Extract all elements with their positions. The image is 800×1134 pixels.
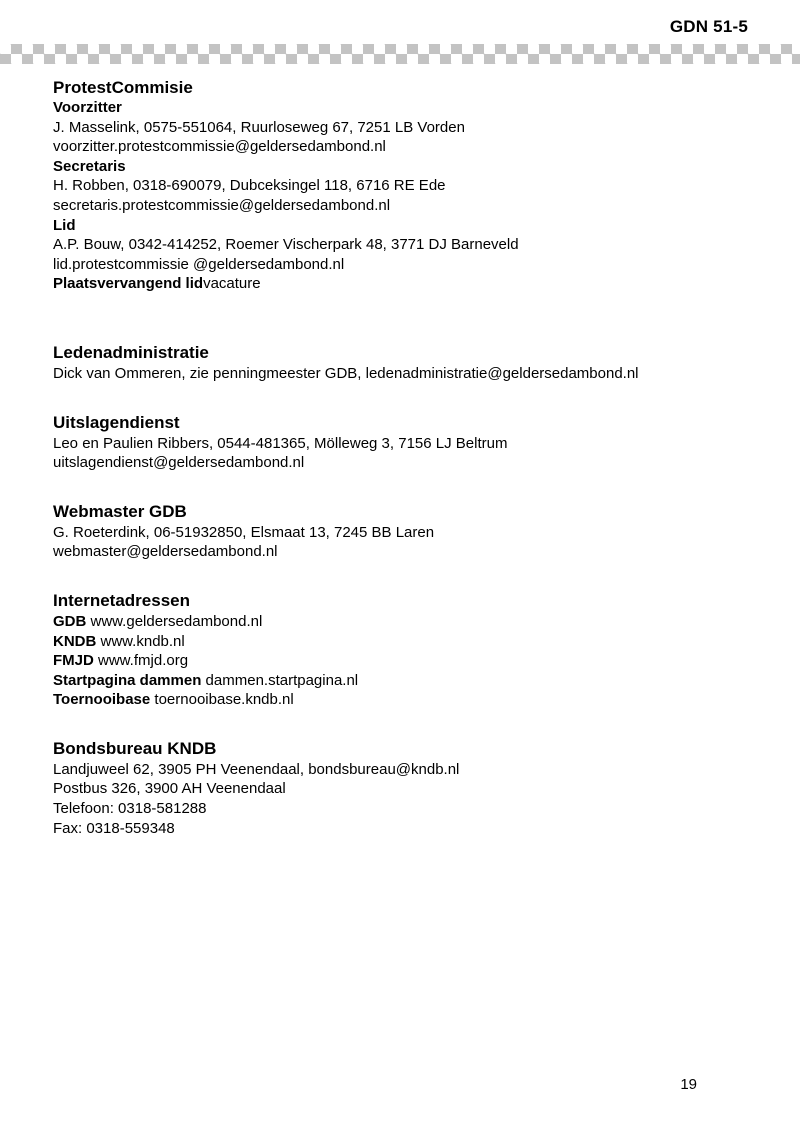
- lid-email: lid.protestcommissie @geldersedambond.nl: [53, 255, 345, 273]
- internet-address-label: GDB: [53, 612, 87, 630]
- section-protestcommissie: [53, 78, 753, 294]
- role-label-secretaris: Secretaris: [53, 157, 126, 175]
- webmaster-contact-line: G. Roeterdink, 06-51932850, Elsmaat 13, 7245 BB Laren: [53, 523, 435, 541]
- secretaris-email: secretaris.protestcommissie@geldersedambond.nl: [53, 196, 391, 214]
- section-internetadressen: [53, 590, 753, 710]
- voorzitter-contact-line: J. Masselink, 0575-551064, Ruurloseweg 67, 7251 LB Vorden: [53, 118, 465, 136]
- header-document-code: GDN 51-5: [669, 17, 748, 36]
- section-heading-uitslagendienst: Uitslagendienst: [53, 412, 180, 432]
- bondsbureau-postbus-line: Postbus 326, 3900 AH Veenendaal: [53, 780, 286, 798]
- webmaster-email: webmaster@geldersedambond.nl: [53, 543, 278, 561]
- section-heading-protestcommissie: ProtestCommisie: [53, 78, 193, 97]
- section-ledenadministratie: [53, 342, 753, 384]
- bondsbureau-telephone-line: Telefoon: 0318-581288: [53, 800, 207, 818]
- internet-address-url: www.fmjd.org: [98, 652, 189, 670]
- internet-address-url: toernooibase.kndb.nl: [154, 691, 294, 709]
- role-label-plaatsvervangend-lid: Plaatsvervangend lid: [53, 275, 204, 293]
- internet-address-label: KNDB: [53, 632, 97, 650]
- role-label-voorzitter: Voorzitter: [53, 99, 122, 116]
- internet-address-row: [53, 612, 753, 632]
- role-label-lid: Lid: [53, 216, 76, 234]
- secretaris-contact-line: H. Robben, 0318-690079, Dubceksingel 118, 6716 RE Ede: [53, 177, 446, 195]
- internet-address-label: Startpagina dammen: [53, 671, 202, 689]
- voorzitter-email: voorzitter.protestcommissie@geldersedambond.nl: [53, 138, 386, 156]
- internet-address-url: www.geldersedambond.nl: [90, 612, 263, 630]
- ledenadministratie-contact-line: Dick van Ommeren, zie penningmeester GDB, ledenadministratie@geldersedambond.nl: [53, 364, 639, 382]
- lid-contact-line: A.P. Bouw, 0342-414252, Roemer Vischerpark 48, 3771 DJ Barneveld: [53, 236, 519, 254]
- internet-address-row: [53, 690, 753, 710]
- plaatsvervangend-lid-line: [53, 274, 753, 294]
- internet-address-url: www.kndb.nl: [100, 632, 185, 650]
- page-number: 19: [680, 1076, 697, 1093]
- page-header: [0, 0, 800, 44]
- page-footer: [0, 1075, 800, 1105]
- section-heading-bondsbureau: Bondsbureau KNDB: [53, 738, 217, 758]
- section-heading-webmaster: Webmaster GDB: [53, 501, 187, 521]
- internet-address-row: [53, 671, 753, 691]
- checkerboard-divider: [0, 44, 800, 64]
- internet-address-row: [53, 651, 753, 671]
- section-heading-ledenadministratie: Ledenadministratie: [53, 342, 209, 362]
- internet-address-url: dammen.startpagina.nl: [205, 671, 359, 689]
- bondsbureau-address-line: Landjuweel 62, 3905 PH Veenendaal, bondsbureau@kndb.nl: [53, 760, 460, 778]
- bondsbureau-fax-line: Fax: 0318-559348: [53, 819, 175, 837]
- internet-address-label: Toernooibase: [53, 691, 151, 709]
- uitslagendienst-contact-line: Leo en Paulien Ribbers, 0544-481365, Mölleweg 3, 7156 LJ Beltrum: [53, 434, 508, 452]
- uitslagendienst-email: uitslagendienst@geldersedambond.nl: [53, 454, 305, 472]
- page-content: [53, 78, 753, 838]
- plaatsvervangend-lid-value: vacature: [203, 275, 261, 293]
- section-webmaster: [53, 501, 753, 562]
- section-bondsbureau: [53, 738, 753, 838]
- section-heading-internetadressen: Internetadressen: [53, 590, 190, 610]
- internet-address-row: [53, 632, 753, 652]
- section-uitslagendienst: [53, 412, 753, 473]
- internet-address-label: FMJD: [53, 652, 94, 670]
